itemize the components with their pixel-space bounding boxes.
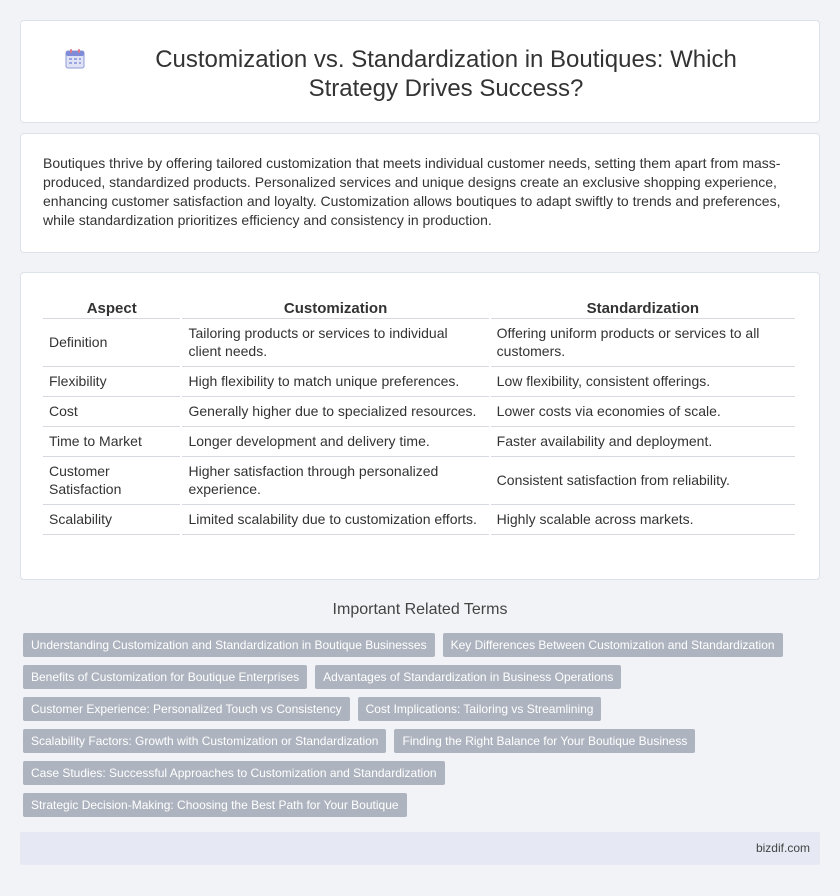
intro-paragraph: Boutiques thrive by offering tailored customization that meets individual customer needs, setting them apart from mass-produced, standardized products. Personalized services and unique designs create an exclusive shopping experience, enhancing customer satisfaction and loyalty. Customization allows boutiques to adapt swiftly to trends and preferences, while standardization prioritizes efficiency and consistency in production. <box>43 155 781 228</box>
related-term-chip[interactable]: Finding the Right Balance for Your Boutique Business <box>394 729 695 753</box>
related-term-chip[interactable]: Benefits of Customization for Boutique Enterprises <box>23 665 307 689</box>
row-customization: Longer development and delivery time. <box>182 427 488 457</box>
header-aspect: Aspect <box>43 297 180 319</box>
header-standardization: Standardization <box>491 297 795 319</box>
chip-row <box>23 761 813 785</box>
row-standardization: Lower costs via economies of scale. <box>491 397 795 427</box>
related-term-chip[interactable]: Advantages of Standardization in Business Operations <box>315 665 621 689</box>
footer-site-link[interactable]: bizdif.com <box>755 841 810 855</box>
row-customization: Limited scalability due to customization efforts. <box>182 505 488 535</box>
title-card <box>20 20 820 123</box>
chip-row <box>23 729 813 753</box>
comparison-table-card <box>20 272 820 580</box>
related-terms-list <box>23 633 813 825</box>
row-standardization: Highly scalable across markets. <box>491 505 795 535</box>
title-wrap <box>21 45 819 103</box>
related-term-chip[interactable]: Strategic Decision-Making: Choosing the Best Path for Your Boutique <box>23 793 407 817</box>
row-customization: Generally higher due to specialized resources. <box>182 397 488 427</box>
related-term-chip[interactable]: Understanding Customization and Standardization in Boutique Businesses <box>23 633 435 657</box>
row-customization: Tailoring products or services to individual client needs. <box>182 319 488 367</box>
related-term-chip[interactable]: Key Differences Between Customization and Standardization <box>443 633 783 657</box>
table-row <box>43 505 795 535</box>
related-terms-heading: Important Related Terms <box>332 601 508 618</box>
row-aspect: Customer Satisfaction <box>43 457 180 505</box>
table-row <box>43 367 795 397</box>
related-term-chip[interactable]: Cost Implications: Tailoring vs Streamlining <box>358 697 602 721</box>
row-aspect: Scalability <box>43 505 180 535</box>
chip-row <box>23 665 813 689</box>
related-term-chip[interactable]: Customer Experience: Personalized Touch vs Consistency <box>23 697 350 721</box>
row-standardization: Faster availability and deployment. <box>491 427 795 457</box>
row-customization: Higher satisfaction through personalized experience. <box>182 457 488 505</box>
footer <box>20 832 820 865</box>
row-customization: High flexibility to match unique preferences. <box>182 367 488 397</box>
related-term-chip[interactable]: Scalability Factors: Growth with Customization or Standardization <box>23 729 386 753</box>
row-standardization: Offering uniform products or services to all customers. <box>491 319 795 367</box>
chip-row <box>23 793 813 817</box>
page-title: Customization vs. Standardization in Boutiques: Which Strategy Drives Success? <box>155 46 737 102</box>
header-customization: Customization <box>182 297 488 319</box>
table-header-row <box>43 297 795 319</box>
chip-row <box>23 633 813 657</box>
table-row <box>43 319 795 367</box>
table-row <box>43 427 795 457</box>
row-standardization: Low flexibility, consistent offerings. <box>491 367 795 397</box>
row-aspect: Cost <box>43 397 180 427</box>
row-aspect: Time to Market <box>43 427 180 457</box>
related-term-chip[interactable]: Case Studies: Successful Approaches to Customization and Standardization <box>23 761 445 785</box>
table-row <box>43 457 795 505</box>
row-standardization: Consistent satisfaction from reliability. <box>491 457 795 505</box>
intro-card <box>20 133 820 253</box>
chip-row <box>23 697 813 721</box>
row-aspect: Definition <box>43 319 180 367</box>
comparison-table <box>41 297 797 535</box>
table-row <box>43 397 795 427</box>
row-aspect: Flexibility <box>43 367 180 397</box>
